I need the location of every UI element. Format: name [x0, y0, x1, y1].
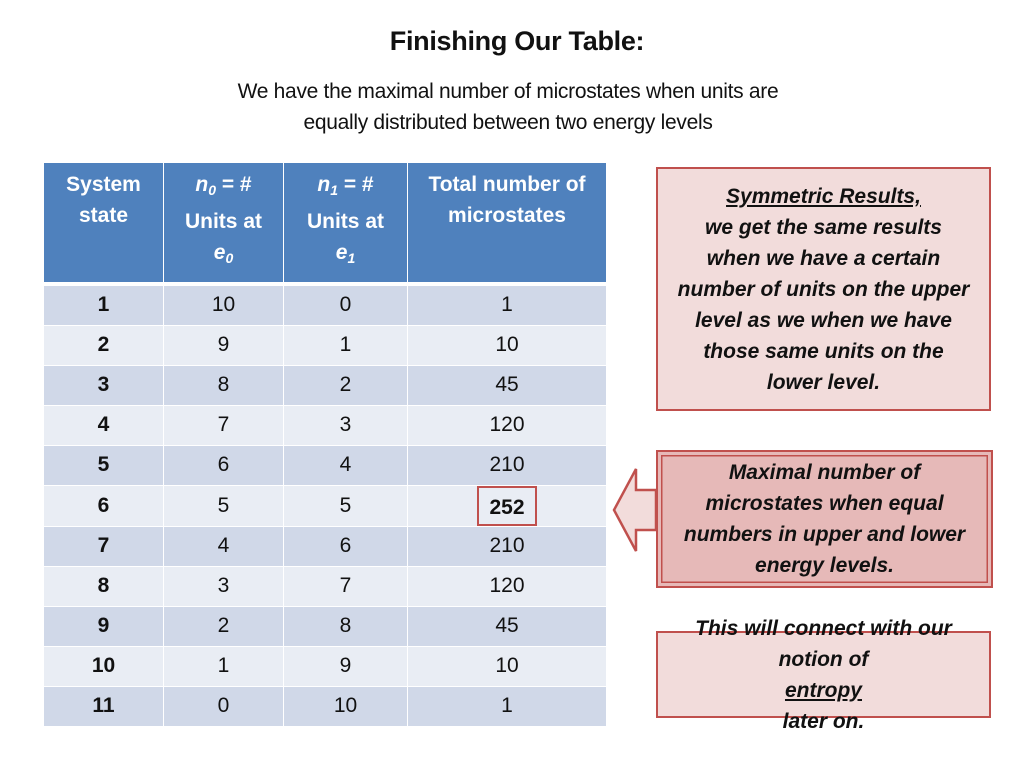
cell-state: 2	[44, 325, 164, 365]
cell-n1: 6	[284, 526, 408, 566]
cell-total: 1	[408, 284, 607, 326]
cell-n0: 1	[164, 646, 284, 686]
cell-state: 4	[44, 405, 164, 445]
callout-line: notion of entropy later on.	[658, 644, 989, 737]
table-row	[44, 284, 607, 326]
table-row	[44, 566, 607, 606]
header-total-microstates: Total number of microstates	[408, 163, 607, 284]
cell-total-highlighted	[408, 485, 607, 526]
cell-state: 3	[44, 365, 164, 405]
table-row	[44, 686, 607, 726]
cell-state: 9	[44, 606, 164, 646]
cell-n0: 0	[164, 686, 284, 726]
cell-total: 210	[408, 526, 607, 566]
cell-n1: 8	[284, 606, 408, 646]
cell-n0: 5	[164, 485, 284, 526]
cell-n1: 9	[284, 646, 408, 686]
cell-state: 6	[44, 485, 164, 526]
cell-total: 120	[408, 405, 607, 445]
symmetric-results-callout	[656, 167, 991, 411]
cell-n0: 6	[164, 445, 284, 485]
callout-line: energy levels.	[755, 554, 894, 577]
cell-total: 45	[408, 606, 607, 646]
callout-line: lower level.	[766, 370, 881, 394]
table-row	[44, 646, 607, 686]
cell-state: 1	[44, 284, 164, 326]
subtitle-line-1: We have the maximal number of microstates when units are	[237, 80, 779, 103]
callout-line: numbers in upper and lower	[683, 523, 966, 546]
symmetric-heading: Symmetric Results,	[726, 184, 921, 208]
table-row	[44, 445, 607, 485]
maximal-microstates-callout	[656, 450, 993, 588]
cell-n1: 10	[284, 686, 408, 726]
callout-line: number of units on the upper	[677, 277, 970, 301]
callout-line: Maximal number of	[728, 461, 921, 484]
table-row	[44, 606, 607, 646]
cell-n1: 0	[284, 284, 408, 326]
cell-n1: 2	[284, 365, 408, 405]
callout-line: we get the same results	[705, 215, 942, 239]
header-n1: $n_1$ = # Units at $e_1$	[284, 163, 408, 284]
callout-line: when we have a certain	[706, 246, 941, 270]
microstates-table	[43, 162, 607, 727]
header-system-state: System state	[44, 163, 164, 284]
entropy-callout	[656, 616, 991, 733]
cell-state: 5	[44, 445, 164, 485]
cell-state: 8	[44, 566, 164, 606]
table-header-row	[44, 163, 607, 284]
cell-n1: 5	[284, 485, 408, 526]
callout-line: This will connect with our	[695, 616, 952, 640]
cell-total: 1	[408, 686, 607, 726]
cell-n0: 8	[164, 365, 284, 405]
table-row-maximum	[44, 485, 607, 526]
cell-total: 45	[408, 365, 607, 405]
callout-line: microstates when equal	[705, 492, 944, 515]
cell-n1: 1	[284, 325, 408, 365]
table-row	[44, 405, 607, 445]
left-arrow-icon	[612, 466, 658, 554]
cell-n1: 4	[284, 445, 408, 485]
table-row	[44, 365, 607, 405]
cell-total: 120	[408, 566, 607, 606]
cell-n0: 3	[164, 566, 284, 606]
cell-n1: 3	[284, 405, 408, 445]
max-value-highlight: 252	[477, 486, 537, 526]
table-row	[44, 325, 607, 365]
cell-total: 210	[408, 445, 607, 485]
slide-subtitle	[190, 76, 826, 138]
cell-state: 7	[44, 526, 164, 566]
cell-state: 10	[44, 646, 164, 686]
subtitle-line-2: equally distributed between two energy levels	[303, 111, 713, 134]
table-row	[44, 526, 607, 566]
slide-title: Finishing Our Table:	[389, 26, 645, 56]
callout-line: level as we when we have	[695, 308, 952, 332]
callout-line: those same units on the	[703, 339, 944, 363]
cell-state: 11	[44, 686, 164, 726]
header-n0: $n_0$ = # Units at $e_0$	[164, 163, 284, 284]
cell-n0: 4	[164, 526, 284, 566]
cell-n1: 7	[284, 566, 408, 606]
entropy-word: entropy	[784, 678, 862, 702]
cell-n0: 7	[164, 405, 284, 445]
cell-total: 10	[408, 325, 607, 365]
cell-total: 10	[408, 646, 607, 686]
cell-n0: 2	[164, 606, 284, 646]
cell-n0: 10	[164, 284, 284, 326]
cell-n0: 9	[164, 325, 284, 365]
